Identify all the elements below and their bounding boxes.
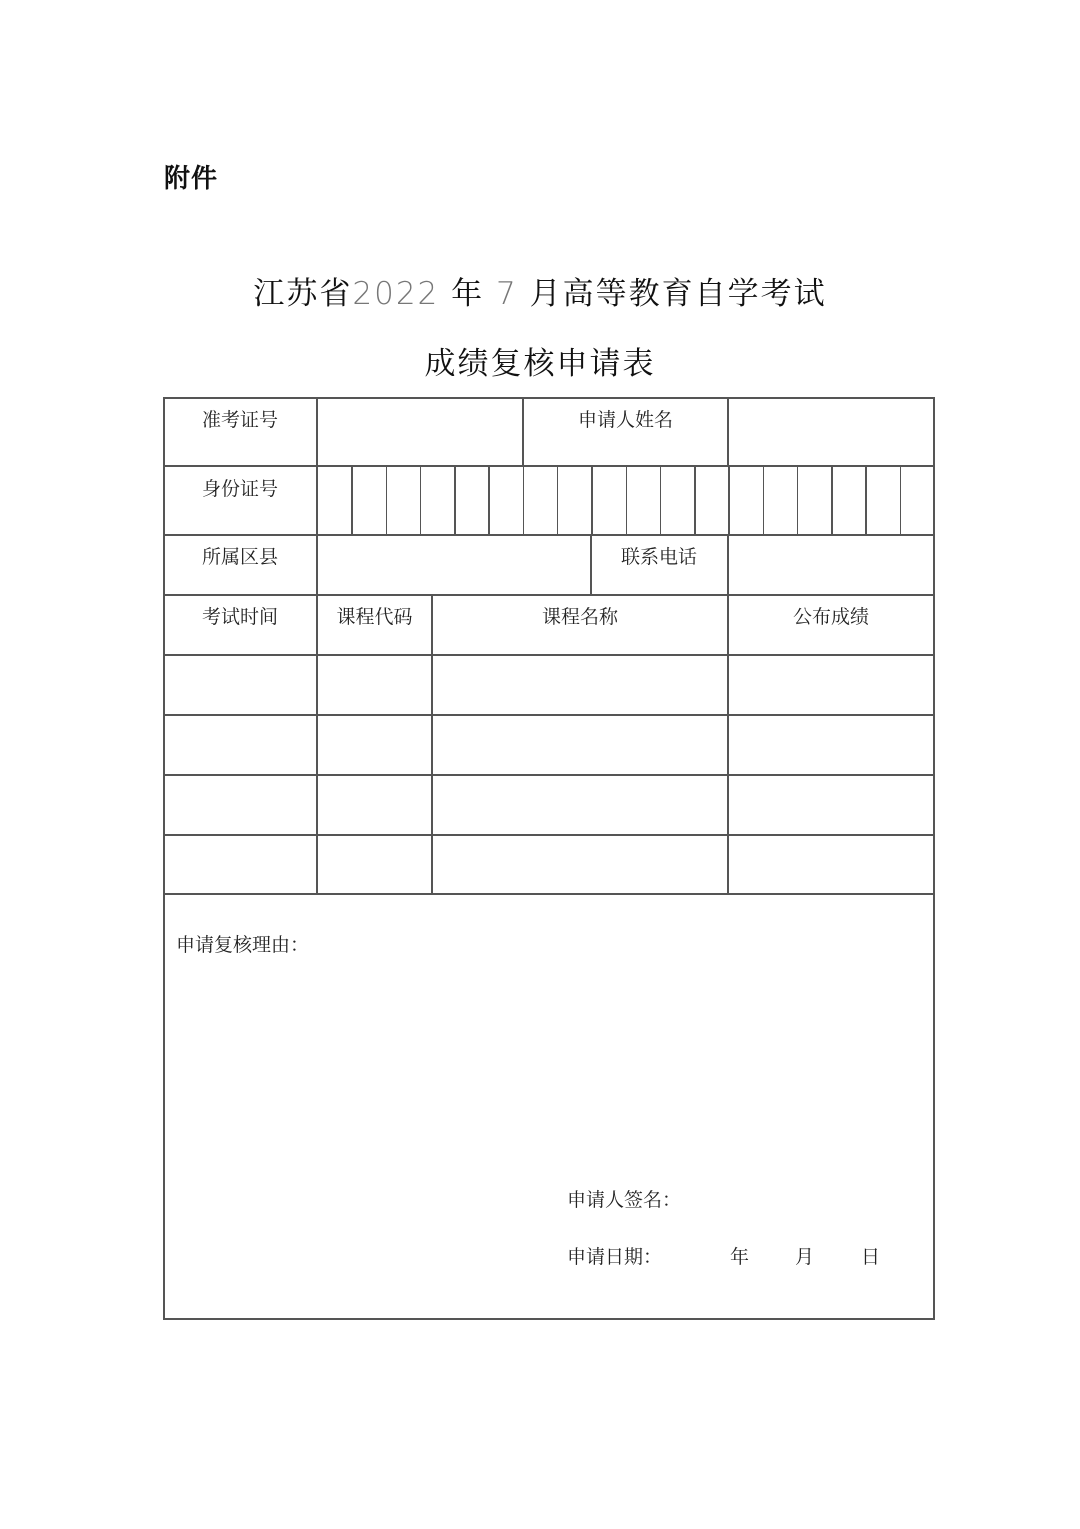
id-box-divider [454,465,456,535]
form-title-line1 [0,268,1080,313]
date-label: 申请日期： [567,1246,663,1268]
id-no-label: 身份证号 [201,478,278,500]
id-digit-box[interactable] [866,467,898,533]
id-digit-box[interactable] [455,467,487,533]
applicant-name-label: 申请人姓名 [577,409,673,431]
header-exam-time: 考试时间 [201,606,278,628]
course-table-cell[interactable] [318,836,431,893]
signature-label: 申请人签名： [567,1189,682,1211]
id-box-divider [523,465,525,535]
attachment-label: 附件 [164,164,219,194]
district-label: 所属区县 [201,546,278,568]
id-digit-box[interactable] [798,467,830,533]
date-day-label: 日 [861,1246,881,1268]
id-digit-box[interactable] [387,467,419,533]
id-digit-box[interactable] [524,467,556,533]
id-box-divider [591,465,593,535]
course-table-cell[interactable] [165,776,316,833]
date-year-label: 年 [730,1246,750,1268]
title-year-suffix: 年 [451,276,485,312]
id-digit-box[interactable] [558,467,590,533]
course-table-cell[interactable] [729,836,933,893]
table-border-bottom [163,1318,935,1320]
date-month-label: 月 [795,1246,815,1268]
district-field[interactable] [318,536,590,594]
reason-field[interactable] [170,960,920,1160]
title-year: 2022 [352,276,440,312]
id-box-divider [488,465,490,535]
id-box-divider [728,465,730,535]
id-box-divider [694,465,696,535]
id-box-divider [626,465,628,535]
id-box-divider [386,465,388,535]
id-box-divider [865,465,867,535]
id-box-divider [831,465,833,535]
course-table-cell[interactable] [318,716,431,773]
course-table-cell[interactable] [729,716,933,773]
id-box-divider [557,465,559,535]
course-table-cell[interactable] [433,716,727,773]
id-digit-box[interactable] [627,467,659,533]
course-table-cell[interactable] [433,656,727,713]
course-table-cell[interactable] [165,656,316,713]
id-box-divider [351,465,353,535]
id-digit-box[interactable] [489,467,521,533]
id-box-divider [763,465,765,535]
applicant-name-field[interactable] [729,399,933,465]
id-box-divider [660,465,662,535]
form-title-line2: 成绩复核申请表 [424,346,656,382]
id-digit-box[interactable] [421,467,453,533]
id-box-divider [900,465,902,535]
course-table-cell[interactable] [433,776,727,833]
title-month: 7 [496,276,518,312]
row-divider [163,594,935,596]
title-suffix: 月高等教育自学考试 [529,276,827,312]
course-table-cell[interactable] [729,656,933,713]
id-digit-box[interactable] [764,467,796,533]
row-divider [163,893,935,895]
id-digit-box[interactable] [592,467,624,533]
admission-no-label: 准考证号 [201,409,278,431]
header-course-name: 课程名称 [541,606,618,628]
id-digit-box[interactable] [901,467,933,533]
reason-label: 申请复核理由： [176,934,310,956]
header-published-score: 公布成绩 [792,606,869,628]
signature-field[interactable] [690,1180,920,1214]
id-digit-box[interactable] [318,467,350,533]
id-digit-box[interactable] [729,467,761,533]
header-course-code: 课程代码 [336,606,413,628]
course-table-cell[interactable] [165,716,316,773]
id-box-divider [797,465,799,535]
admission-no-field[interactable] [318,399,522,465]
course-table-cell[interactable] [318,776,431,833]
id-box-divider [420,465,422,535]
course-table-cell[interactable] [729,776,933,833]
course-table-cell[interactable] [433,836,727,893]
course-table-cell[interactable] [165,836,316,893]
phone-field[interactable] [729,536,933,594]
title-prefix: 江苏省 [253,276,353,312]
id-digit-box[interactable] [661,467,693,533]
id-digit-box[interactable] [832,467,864,533]
phone-label: 联系电话 [620,546,697,568]
id-digit-box[interactable] [695,467,727,533]
course-table-cell[interactable] [318,656,431,713]
id-digit-box[interactable] [352,467,384,533]
